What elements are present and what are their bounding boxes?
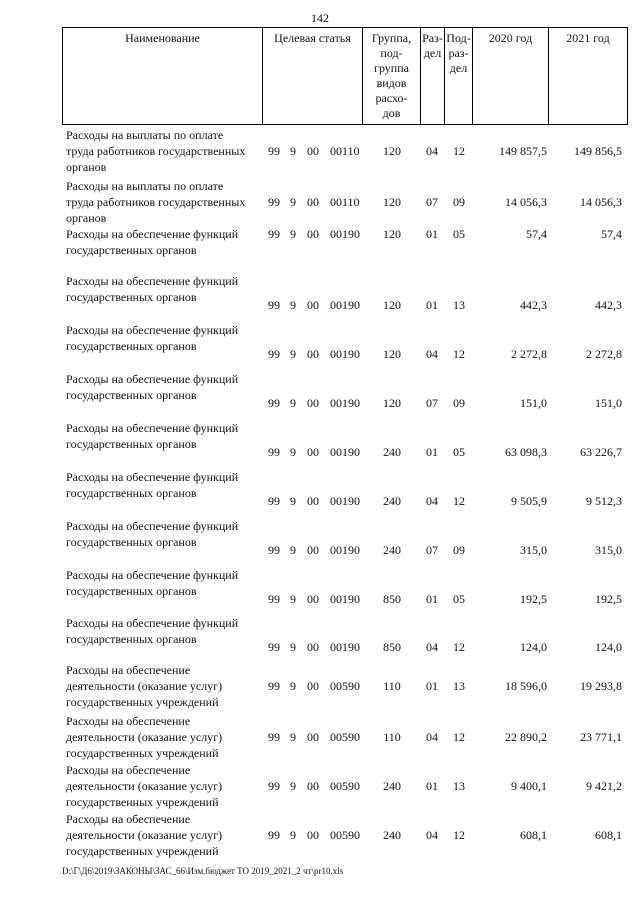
header-2020: 2020 год (488, 31, 533, 45)
code-program: 99 (268, 227, 280, 241)
subsection: 12 (453, 640, 465, 654)
amount-2020: 315,0 (520, 543, 547, 557)
subsection: 12 (453, 347, 465, 361)
code-program: 99 (268, 543, 280, 557)
code-direction: 00 (307, 195, 319, 209)
section: 04 (426, 730, 438, 744)
header-group-cell (363, 28, 421, 124)
row-values (0, 542, 640, 558)
code-item: 00110 (330, 195, 360, 209)
amount-2021: 9 421,2 (586, 779, 622, 793)
amount-2021: 63 226,7 (580, 445, 622, 459)
code-subprogram: 9 (290, 640, 296, 654)
row-name-line: Расходы на обеспечение (66, 763, 191, 777)
code-direction: 00 (307, 828, 319, 842)
section: 01 (426, 592, 438, 606)
code-program: 99 (268, 494, 280, 508)
row-values (0, 639, 640, 655)
row-name-line: государственных органов (66, 632, 197, 646)
row-name-line: деятельности (оказание услуг) (66, 679, 223, 693)
code-program: 99 (268, 144, 280, 158)
code-item: 00190 (330, 396, 360, 410)
code-subprogram: 9 (290, 195, 296, 209)
row-values (0, 827, 640, 843)
code-subprogram: 9 (290, 227, 296, 241)
code-program: 99 (268, 592, 280, 606)
code-subprogram: 9 (290, 779, 296, 793)
row-name-line: Расходы на обеспечение функций (66, 274, 239, 288)
code-program: 99 (268, 195, 280, 209)
amount-2020: 57,4 (526, 227, 547, 241)
row-values (0, 493, 640, 509)
amount-2021: 57,4 (601, 227, 622, 241)
row-values (0, 729, 640, 745)
expense-group: 110 (383, 730, 401, 744)
header-subsection-line: Под- (446, 31, 471, 45)
file-path-footer: D:\Г\Д6\2019\ЗАКОНЫ\ЗАС_66\Изм.бюджет ТО 2019_2021_2 чт\pr10.xls (62, 866, 344, 876)
code-item: 00590 (330, 779, 360, 793)
subsection: 09 (453, 396, 465, 410)
amount-2020: 124,0 (520, 640, 547, 654)
code-subprogram: 9 (290, 543, 296, 557)
row-name-line: деятельности (оказание услуг) (66, 779, 223, 793)
row-values (0, 591, 640, 607)
row-name-line: государственных учреждений (66, 795, 219, 809)
amount-2021: 19 293,8 (580, 679, 622, 693)
row-name-line: государственных органов (66, 339, 197, 353)
header-name: Наименование (125, 31, 200, 45)
header-subsection-cell (445, 28, 473, 124)
row-name-line: Расходы на выплаты по оплате (66, 128, 224, 142)
row-name-line: государственных органов (66, 290, 197, 304)
amount-2021: 608,1 (595, 828, 622, 842)
code-item: 00190 (330, 543, 360, 557)
code-direction: 00 (307, 730, 319, 744)
code-subprogram: 9 (290, 679, 296, 693)
header-group-line: группа (374, 61, 409, 75)
code-program: 99 (268, 298, 280, 312)
subsection: 09 (453, 543, 465, 557)
subsection: 05 (453, 592, 465, 606)
row-values (0, 678, 640, 694)
row-values (0, 444, 640, 460)
row-name-line: Расходы на обеспечение функций (66, 470, 239, 484)
row-name-line: Расходы на выплаты по оплате (66, 179, 224, 193)
amount-2021: 192,5 (595, 592, 622, 606)
amount-2021: 23 771,1 (580, 730, 622, 744)
expense-group: 240 (383, 445, 401, 459)
code-item: 00110 (330, 144, 360, 158)
expense-group: 850 (383, 640, 401, 654)
code-subprogram: 9 (290, 592, 296, 606)
code-item: 00190 (330, 227, 360, 241)
row-values (0, 778, 640, 794)
section: 04 (426, 494, 438, 508)
code-direction: 00 (307, 347, 319, 361)
code-subprogram: 9 (290, 396, 296, 410)
row-name-line: Расходы на обеспечение (66, 714, 191, 728)
subsection: 05 (453, 445, 465, 459)
amount-2021: 151,0 (595, 396, 622, 410)
row-name-line: Расходы на обеспечение (66, 812, 191, 826)
code-item: 00190 (330, 445, 360, 459)
section: 07 (426, 543, 438, 557)
code-program: 99 (268, 347, 280, 361)
code-item: 00190 (330, 592, 360, 606)
amount-2021: 9 512,3 (586, 494, 622, 508)
amount-2020: 9 505,9 (511, 494, 547, 508)
subsection: 12 (453, 730, 465, 744)
amount-2020: 2 272,8 (511, 347, 547, 361)
row-name-line: Расходы на обеспечение функций (66, 616, 239, 630)
header-section-line: дел (423, 46, 442, 60)
subsection: 13 (453, 298, 465, 312)
amount-2020: 192,5 (520, 592, 547, 606)
header-section-line: Раз- (422, 31, 443, 45)
amount-2021: 149 856,5 (574, 144, 622, 158)
row-name-line: деятельности (оказание услуг) (66, 730, 223, 744)
code-direction: 00 (307, 144, 319, 158)
section: 04 (426, 347, 438, 361)
code-subprogram: 9 (290, 730, 296, 744)
code-program: 99 (268, 779, 280, 793)
row-name-line: Расходы на обеспечение функций (66, 421, 239, 435)
section: 01 (426, 445, 438, 459)
row-name-line: государственных органов (66, 243, 197, 257)
subsection: 13 (453, 779, 465, 793)
section: 01 (426, 298, 438, 312)
header-2021-cell (549, 28, 627, 124)
code-direction: 00 (307, 640, 319, 654)
row-values (0, 226, 640, 242)
header-2021: 2021 год (566, 31, 610, 45)
code-subprogram: 9 (290, 144, 296, 158)
expense-group: 120 (383, 347, 401, 361)
amount-2020: 14 056,3 (505, 195, 547, 209)
code-item: 00190 (330, 494, 360, 508)
amount-2020: 9 400,1 (511, 779, 547, 793)
header-group-line: расхо- (375, 91, 408, 105)
subsection: 05 (453, 227, 465, 241)
row-name-line: органов (66, 160, 107, 174)
header-section-cell (421, 28, 445, 124)
amount-2020: 608,1 (520, 828, 547, 842)
row-name-line: государственных органов (66, 437, 197, 451)
expense-group: 110 (383, 679, 401, 693)
row-name-line: труда работников государственных (66, 195, 246, 209)
section: 01 (426, 779, 438, 793)
page-number: 142 (311, 11, 329, 25)
amount-2020: 149 857,5 (499, 144, 547, 158)
code-direction: 00 (307, 396, 319, 410)
code-direction: 00 (307, 445, 319, 459)
code-program: 99 (268, 396, 280, 410)
header-name-cell (63, 28, 263, 124)
expense-group: 120 (383, 298, 401, 312)
table-header (62, 27, 628, 125)
section: 04 (426, 144, 438, 158)
subsection: 09 (453, 195, 465, 209)
code-program: 99 (268, 640, 280, 654)
row-name-line: Расходы на обеспечение функций (66, 323, 239, 337)
amount-2020: 151,0 (520, 396, 547, 410)
amount-2020: 442,3 (520, 298, 547, 312)
subsection: 12 (453, 494, 465, 508)
row-name-line: государственных органов (66, 486, 197, 500)
amount-2021: 124,0 (595, 640, 622, 654)
amount-2020: 22 890,2 (505, 730, 547, 744)
code-item: 00190 (330, 298, 360, 312)
row-name-line: государственных органов (66, 535, 197, 549)
code-direction: 00 (307, 779, 319, 793)
code-program: 99 (268, 828, 280, 842)
header-target: Целевая статья (274, 31, 351, 45)
row-name-line: Расходы на обеспечение функций (66, 227, 239, 241)
row-name-line: государственных учреждений (66, 695, 219, 709)
header-group-line: под- (380, 46, 403, 60)
row-values (0, 346, 640, 362)
header-group-line: Группа, (371, 31, 412, 45)
expense-group: 120 (383, 396, 401, 410)
code-direction: 00 (307, 298, 319, 312)
code-subprogram: 9 (290, 298, 296, 312)
code-item: 00590 (330, 828, 360, 842)
code-subprogram: 9 (290, 494, 296, 508)
header-target-cell (263, 28, 363, 124)
expense-group: 240 (383, 543, 401, 557)
code-item: 00190 (330, 640, 360, 654)
row-name-line: деятельности (оказание услуг) (66, 828, 223, 842)
code-direction: 00 (307, 494, 319, 508)
section: 01 (426, 679, 438, 693)
subsection: 12 (453, 144, 465, 158)
code-subprogram: 9 (290, 347, 296, 361)
section: 04 (426, 640, 438, 654)
amount-2020: 18 596,0 (505, 679, 547, 693)
header-group-line: видов (376, 76, 407, 90)
header-subsection-line: раз- (448, 46, 469, 60)
expense-group: 240 (383, 828, 401, 842)
row-values (0, 395, 640, 411)
code-item: 00590 (330, 730, 360, 744)
amount-2021: 442,3 (595, 298, 622, 312)
section: 07 (426, 396, 438, 410)
code-direction: 00 (307, 543, 319, 557)
expense-group: 120 (383, 227, 401, 241)
subsection: 12 (453, 828, 465, 842)
code-direction: 00 (307, 227, 319, 241)
expense-group: 120 (383, 195, 401, 209)
expense-group: 850 (383, 592, 401, 606)
code-item: 00190 (330, 347, 360, 361)
code-direction: 00 (307, 592, 319, 606)
header-2020-cell (473, 28, 549, 124)
amount-2021: 2 272,8 (586, 347, 622, 361)
row-name-line: Расходы на обеспечение функций (66, 568, 239, 582)
expense-group: 240 (383, 494, 401, 508)
row-name-line: государственных органов (66, 584, 197, 598)
code-program: 99 (268, 445, 280, 459)
row-name-line: государственных органов (66, 388, 197, 402)
code-item: 00590 (330, 679, 360, 693)
row-name-line: органов (66, 211, 107, 225)
code-program: 99 (268, 679, 280, 693)
section: 07 (426, 195, 438, 209)
code-subprogram: 9 (290, 828, 296, 842)
amount-2021: 315,0 (595, 543, 622, 557)
row-values (0, 297, 640, 313)
code-program: 99 (268, 730, 280, 744)
row-name-line: государственных учреждений (66, 844, 219, 858)
row-values (0, 143, 640, 159)
header-group-line: дов (382, 106, 401, 120)
row-name-line: Расходы на обеспечение (66, 663, 191, 677)
amount-2021: 14 056,3 (580, 195, 622, 209)
row-name-line: труда работников государственных (66, 144, 246, 158)
subsection: 13 (453, 679, 465, 693)
row-name-line: Расходы на обеспечение функций (66, 519, 239, 533)
code-subprogram: 9 (290, 445, 296, 459)
row-values (0, 194, 640, 210)
section: 01 (426, 227, 438, 241)
section: 04 (426, 828, 438, 842)
code-direction: 00 (307, 679, 319, 693)
row-name-line: государственных учреждений (66, 746, 219, 760)
expense-group: 240 (383, 779, 401, 793)
row-name-line: Расходы на обеспечение функций (66, 372, 239, 386)
expense-group: 120 (383, 144, 401, 158)
amount-2020: 63 098,3 (505, 445, 547, 459)
header-subsection-line: дел (449, 61, 468, 75)
